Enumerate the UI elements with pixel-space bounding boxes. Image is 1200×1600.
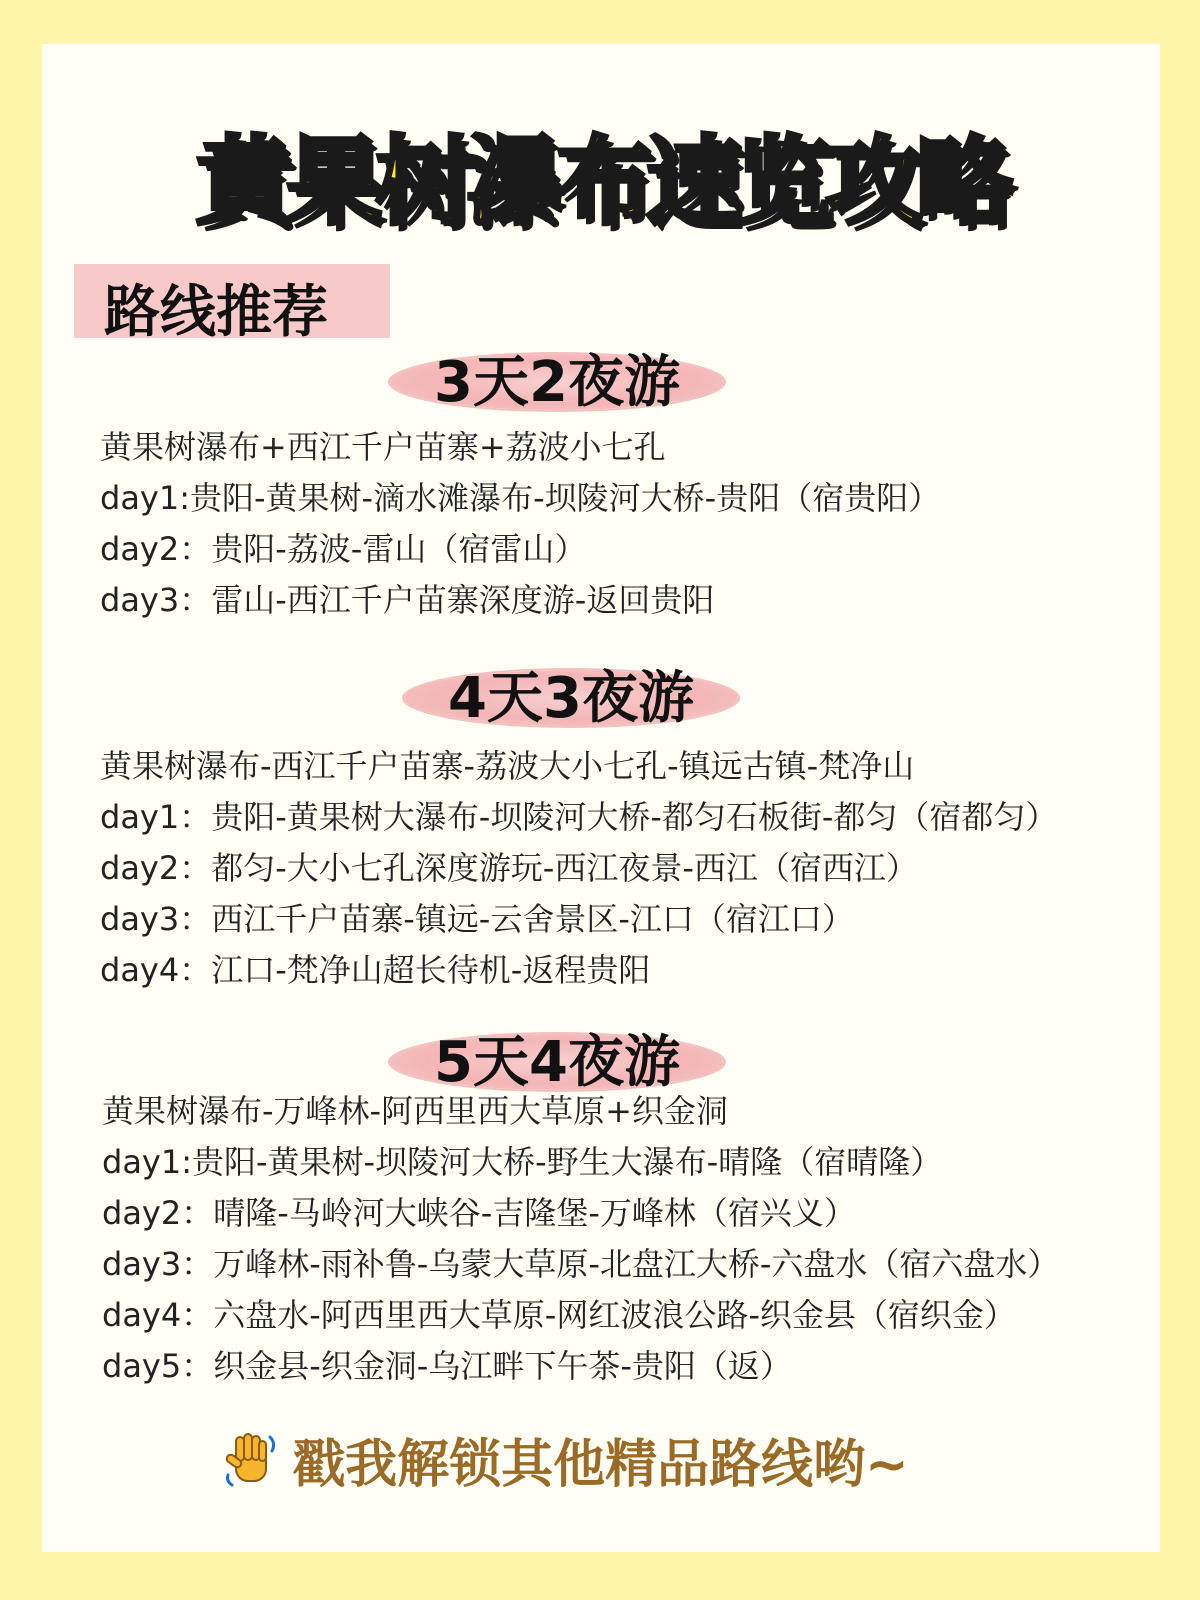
route-body-5d4n: [102, 1086, 1059, 1392]
route-day: day1：贵阳-黄果树大瀑布-坝陵河大桥-都匀石板街-都匀（宿都匀）: [100, 798, 1058, 836]
route-day: day2：贵阳-荔波-雷山（宿雷山）: [100, 530, 587, 568]
route-heading-text: 5天4夜游: [434, 1030, 680, 1095]
route-heading-4d3n: [404, 660, 738, 730]
route-summary: 黄果树瀑布-西江千户苗寨-荔波大小七孔-镇远古镇-梵净山: [100, 747, 915, 785]
route-heading-text: 4天3夜游: [448, 666, 694, 731]
page-title: 黄果树瀑布速览攻略: [196, 126, 1006, 238]
route-day: day1:贵阳-黄果树-坝陵河大桥-野生大瀑布-晴隆（宿晴隆）: [102, 1143, 943, 1181]
route-body-3d2n: [100, 422, 940, 626]
route-summary: 黄果树瀑布-万峰林-阿西里西大草原+织金洞: [102, 1092, 728, 1130]
route-heading-3d2n: [390, 344, 724, 414]
content-card: [42, 44, 1160, 1552]
footer-cta[interactable]: [222, 1422, 909, 1495]
section-label: 路线推荐: [104, 280, 328, 345]
section-tag: [74, 264, 390, 345]
route-body-4d3n: [100, 741, 1057, 996]
route-day: day2：晴隆-马岭河大峡谷-吉隆堡-万峰林（宿兴义）: [102, 1194, 856, 1232]
route-day: day4：江口-梵净山超长待机-返程贵阳: [100, 951, 651, 989]
route-summary: 黄果树瀑布+西江千户苗寨+荔波小七孔: [100, 428, 666, 466]
route-day: day4：六盘水-阿西里西大草原-网红波浪公路-织金县（宿织金）: [102, 1296, 1016, 1334]
route-heading-5d4n: [390, 1024, 724, 1094]
route-day: day2：都匀-大小七孔深度游玩-西江夜景-西江（宿西江）: [100, 849, 918, 887]
route-day: day3：西江千户苗寨-镇远-云舍景区-江口（宿江口）: [100, 900, 854, 938]
route-day: day5：织金县-织金洞-乌江畔下午茶-贵阳（返）: [102, 1347, 792, 1385]
route-day: day3：万峰林-雨补鲁-乌蒙大草原-北盘江大桥-六盘水（宿六盘水）: [102, 1245, 1060, 1283]
route-day: day3：雷山-西江千户苗寨深度游-返回贵阳: [100, 581, 715, 619]
waving-hand-icon: [222, 1431, 280, 1489]
route-day: day1:贵阳-黄果树-滴水滩瀑布-坝陵河大桥-贵阳（宿贵阳）: [100, 479, 941, 517]
footer-text[interactable]: 戳我解锁其他精品路线哟~: [293, 1435, 909, 1495]
route-heading-text: 3天2夜游: [434, 350, 680, 415]
